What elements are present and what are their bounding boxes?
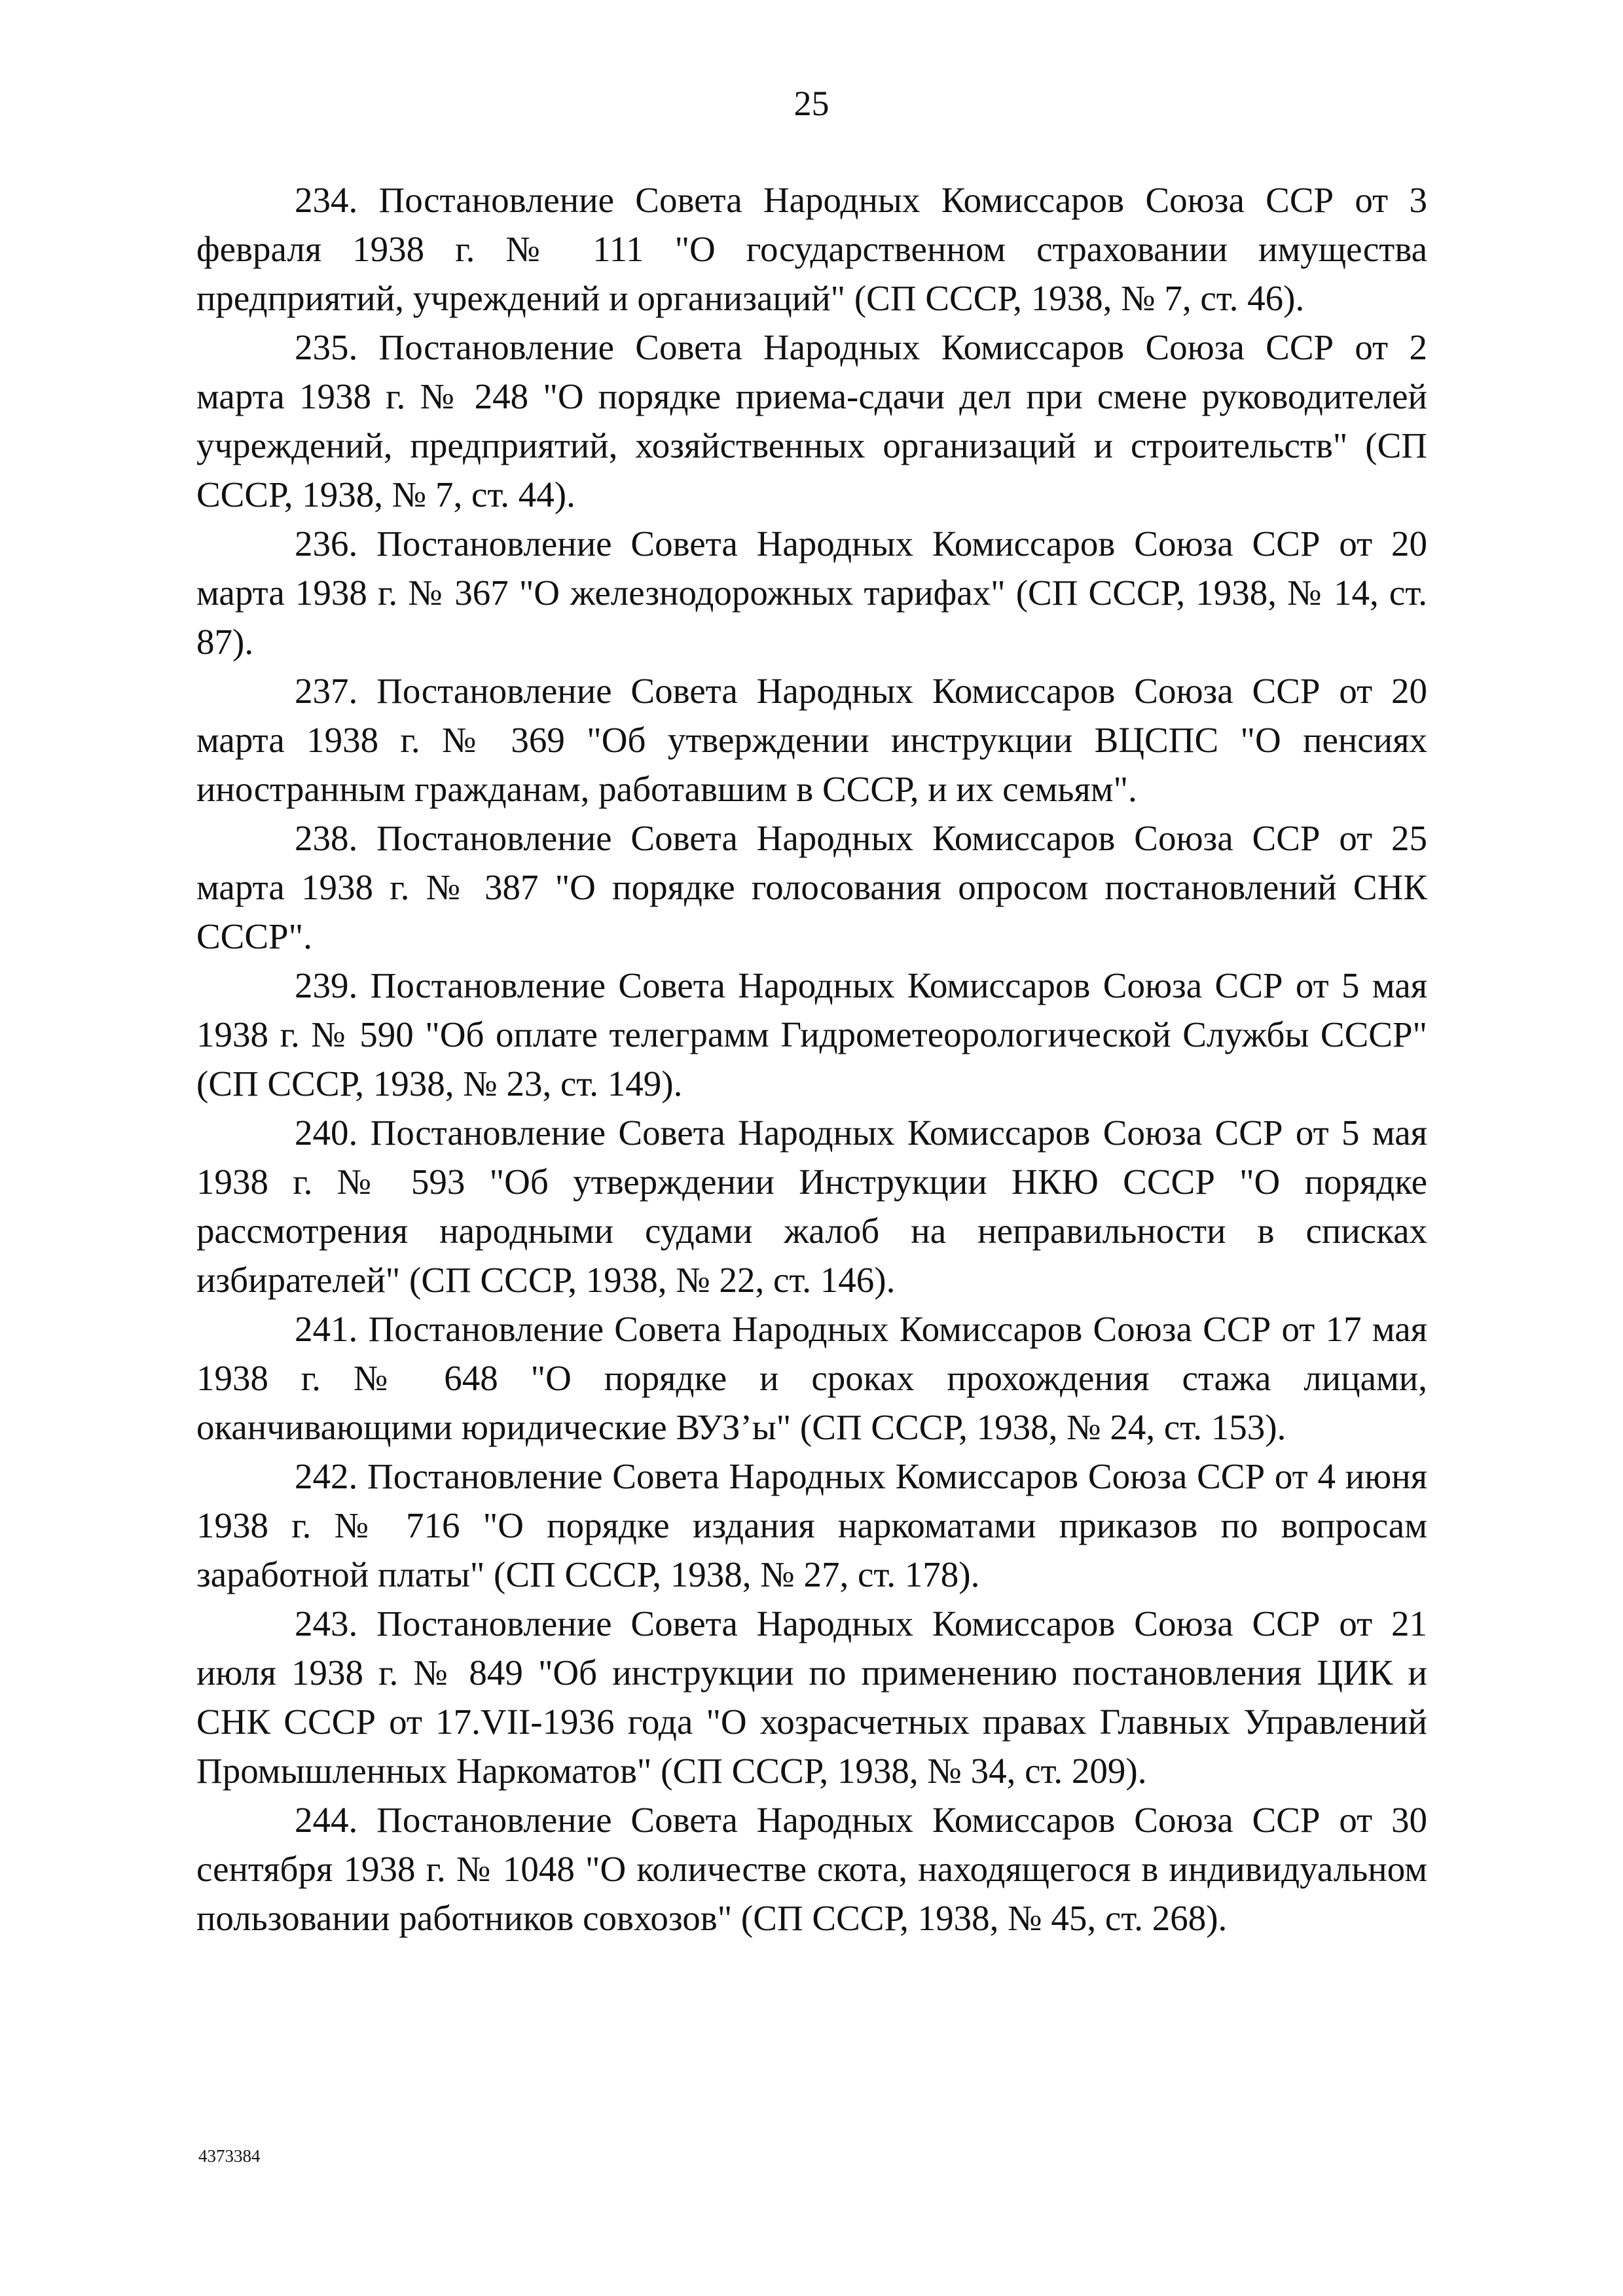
- list-item: [196, 1795, 1427, 1943]
- item-number: 236.: [295, 524, 358, 564]
- document-code: 4373384: [198, 2146, 261, 2166]
- item-text: Постановление Совета Народных Комиссаров Союза ССР от 21 июля 1938 г. № 849 "Об инструкции по применению постановления ЦИК и СНК СССР от 17.VII-1936 года "О хозрасчетных правах Главных Управлений Промышленных Наркоматов" (СП СССР, 1938, № 34, ст. 209).: [196, 1604, 1428, 1791]
- list-item: [196, 1452, 1427, 1599]
- item-number: 234.: [295, 180, 358, 220]
- item-number: 239.: [295, 965, 358, 1005]
- item-text: Постановление Совета Народных Комиссаров Союза ССР от 5 мая 1938 г. № 593 "Об утверждении Инструкции НКЮ СССР "О порядке рассмотрения народными судами жалоб на неправильности в списках избирателей" (СП СССР, 1938, № 22, ст. 146).: [196, 1113, 1427, 1300]
- item-number: 244.: [295, 1800, 358, 1840]
- list-item: [196, 814, 1427, 961]
- list-item: [196, 175, 1427, 323]
- item-text: Постановление Совета Народных Комиссаров Союза ССР от 3 февраля 1938 г. № 111 "О государственном страховании имущества предприятий, учреждений и организаций" (СП СССР, 1938, № 7, ст. 46).: [196, 180, 1428, 318]
- item-text: Постановление Совета Народных Комиссаров Союза ССР от 20 марта 1938 г. № 367 "О железнодорожных тарифах" (СП СССР, 1938, № 14, ст. 87).: [196, 524, 1428, 662]
- item-text: Постановление Совета Народных Комиссаров Союза ССР от 30 сентября 1938 г. № 1048 "О количестве скота, находящегося в индивидуальном пользовании работников совхозов" (СП СССР, 1938, № 45, ст. 268).: [196, 1800, 1428, 1938]
- item-text: Постановление Совета Народных Комиссаров Союза ССР от 20 марта 1938 г. № 369 "Об утверждении инструкции ВЦСПС "О пенсиях иностранным гражданам, работавшим в СССР, и их семьям".: [196, 671, 1428, 809]
- item-number: 243.: [295, 1604, 358, 1643]
- item-number: 240.: [295, 1113, 358, 1153]
- item-text: Постановление Совета Народных Комиссаров Союза ССР от 5 мая 1938 г. № 590 "Об оплате телеграмм Гидрометеорологической Службы СССР" (СП СССР, 1938, № 23, ст. 149).: [196, 965, 1427, 1103]
- list-item: [196, 1108, 1427, 1304]
- list-item: [196, 519, 1427, 666]
- document-body: [196, 175, 1427, 1943]
- item-number: 238.: [295, 818, 358, 858]
- item-text: Постановление Совета Народных Комиссаров Союза ССР от 25 марта 1938 г. № 387 "О порядке голосования опросом постановлений СНК СССР".: [196, 818, 1428, 956]
- list-item: [196, 323, 1427, 519]
- list-item: [196, 1304, 1427, 1452]
- list-item: [196, 961, 1427, 1108]
- item-number: 241.: [295, 1309, 358, 1349]
- list-item: [196, 666, 1427, 814]
- item-number: 235.: [295, 327, 358, 367]
- list-item: [196, 1599, 1427, 1795]
- item-number: 242.: [295, 1456, 358, 1496]
- item-text: Постановление Совета Народных Комиссаров Союза ССР от 17 мая 1938 г. № 648 "О порядке и сроках прохождения стажа лицами, оканчивающими юридические ВУЗ’ы" (СП СССР, 1938, № 24, ст. 153).: [196, 1309, 1428, 1447]
- item-number: 237.: [295, 671, 358, 711]
- item-text: Постановление Совета Народных Комиссаров Союза ССР от 2 марта 1938 г. № 248 "О порядке приема-сдачи дел при смене руководителей учреждений, предприятий, хозяйственных организаций и строительств" (СП СССР, 1938, № 7, ст. 44).: [196, 327, 1428, 514]
- page-number: 25: [793, 84, 830, 123]
- item-text: Постановление Совета Народных Комиссаров Союза ССР от 4 июня 1938 г. № 716 "О порядке издания наркоматами приказов по вопросам заработной платы" (СП СССР, 1938, № 27, ст. 178).: [196, 1456, 1427, 1594]
